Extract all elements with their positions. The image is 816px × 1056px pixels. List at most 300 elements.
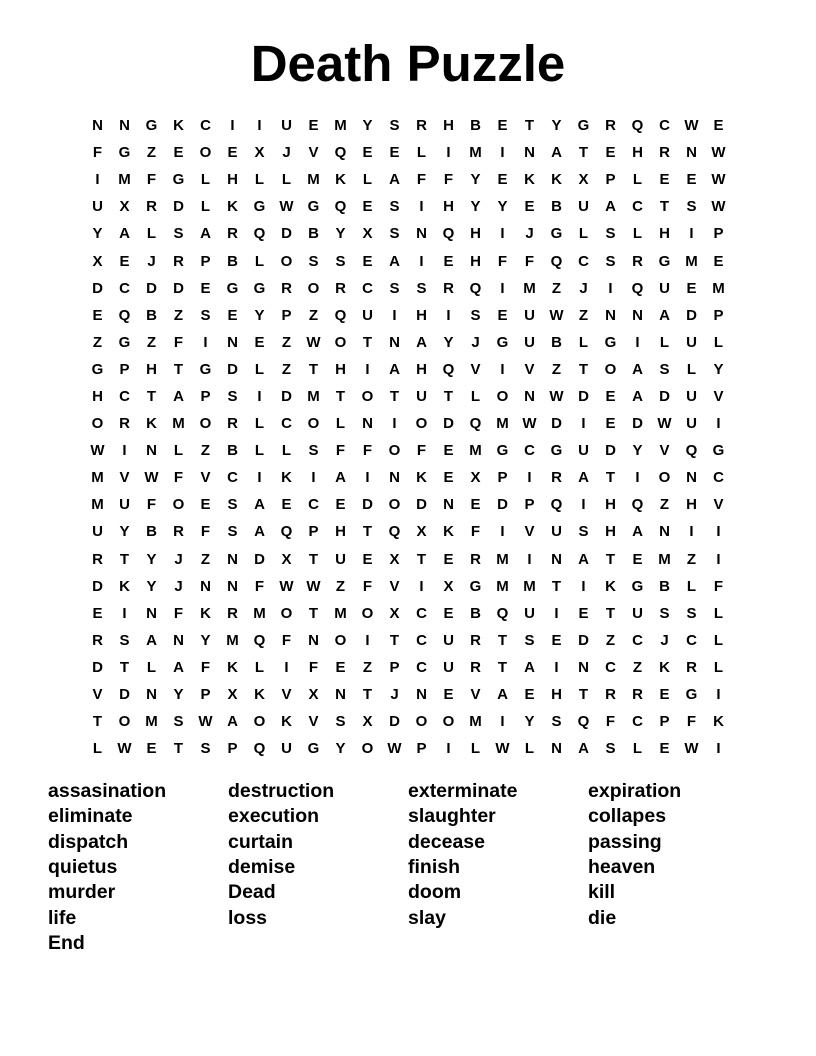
- grid-letter: O: [361, 604, 374, 622]
- grid-letter: Q: [253, 631, 266, 649]
- grid-letter: S: [389, 117, 400, 135]
- grid-letter: E: [605, 144, 616, 162]
- grid-letter: A: [497, 686, 508, 704]
- grid-letter: H: [416, 306, 427, 324]
- grid-letter: D: [578, 387, 589, 405]
- grid-letter: G: [253, 279, 266, 297]
- grid-letter: N: [578, 658, 589, 676]
- grid-letter: L: [416, 144, 427, 162]
- word-list-item: curtain: [228, 830, 294, 853]
- grid-letter: O: [118, 713, 131, 731]
- grid-letter: T: [605, 469, 616, 487]
- grid-letter: A: [632, 387, 643, 405]
- grid-letter: C: [281, 415, 292, 433]
- grid-letter: I: [122, 604, 127, 622]
- grid-letter: U: [686, 387, 697, 405]
- word-list-item: doom: [408, 881, 462, 904]
- grid-letter: U: [632, 604, 643, 622]
- grid-letter: Z: [281, 333, 292, 351]
- grid-row: [84, 112, 732, 139]
- grid-letter: H: [632, 144, 643, 162]
- grid-letter: K: [146, 415, 157, 433]
- grid-letter: L: [200, 198, 211, 216]
- grid-letter: Q: [388, 523, 401, 541]
- grid-letter: M: [712, 279, 725, 297]
- word-list-item: dispatch: [48, 830, 129, 853]
- grid-letter: X: [254, 144, 265, 162]
- grid-letter: X: [362, 225, 373, 243]
- grid-letter: Q: [631, 279, 644, 297]
- grid-letter: S: [227, 387, 238, 405]
- grid-letter: R: [281, 279, 292, 297]
- grid-letter: Y: [92, 225, 103, 243]
- grid-letter: G: [577, 117, 590, 135]
- grid-letter: G: [226, 279, 239, 297]
- grid-letter: D: [92, 577, 103, 595]
- grid-letter: U: [119, 496, 130, 514]
- grid-letter: I: [257, 469, 262, 487]
- grid-letter: S: [605, 225, 616, 243]
- grid-letter: E: [686, 171, 697, 189]
- grid-letter: S: [308, 252, 319, 270]
- grid-letter: F: [335, 442, 346, 460]
- grid-letter: W: [657, 415, 672, 433]
- grid-letter: P: [389, 658, 400, 676]
- grid-letter: K: [200, 604, 211, 622]
- grid-letter: S: [659, 360, 670, 378]
- grid-letter: K: [281, 713, 292, 731]
- grid-letter: E: [443, 604, 454, 622]
- grid-letter: I: [284, 658, 289, 676]
- grid-letter: N: [335, 686, 346, 704]
- grid-letter: O: [361, 740, 374, 758]
- grid-letter: J: [525, 225, 534, 243]
- grid-letter: N: [173, 631, 184, 649]
- grid-letter: W: [117, 740, 132, 758]
- grid-letter: I: [500, 713, 505, 731]
- grid-letter: E: [227, 144, 238, 162]
- word-list-item: exterminate: [408, 780, 518, 803]
- grid-letter: I: [716, 415, 721, 433]
- grid-letter: Q: [280, 523, 293, 541]
- grid-letter: D: [686, 306, 697, 324]
- grid-letter: Z: [659, 496, 670, 514]
- grid-letter: H: [227, 171, 238, 189]
- grid-letter: N: [605, 306, 616, 324]
- grid-letter: F: [362, 442, 373, 460]
- grid-letter: A: [389, 171, 400, 189]
- word-list-item: loss: [228, 906, 268, 929]
- word-list-item: quietus: [48, 856, 118, 879]
- grid-letter: U: [92, 523, 103, 541]
- grid-letter: O: [334, 333, 347, 351]
- grid-letter: R: [605, 686, 616, 704]
- grid-letter: H: [605, 523, 616, 541]
- grid-letter: A: [632, 523, 643, 541]
- grid-letter: N: [416, 225, 427, 243]
- grid-letter: T: [578, 360, 589, 378]
- grid-letter: X: [578, 171, 589, 189]
- grid-letter: Q: [550, 252, 563, 270]
- grid-letter: E: [497, 117, 508, 135]
- grid-letter: W: [144, 469, 159, 487]
- grid-letter: C: [632, 713, 643, 731]
- grid-letter: S: [173, 713, 184, 731]
- grid-letter: N: [227, 333, 238, 351]
- grid-letter: W: [549, 387, 564, 405]
- grid-letter: L: [254, 415, 265, 433]
- grid-letter: L: [254, 658, 265, 676]
- grid-letter: C: [713, 469, 724, 487]
- grid-letter: O: [442, 713, 455, 731]
- grid-letter: Z: [551, 279, 562, 297]
- grid-letter: G: [307, 198, 320, 216]
- grid-letter: R: [416, 117, 427, 135]
- grid-letter: H: [443, 198, 454, 216]
- grid-letter: A: [578, 550, 589, 568]
- grid-letter: Y: [362, 117, 373, 135]
- grid-letter: L: [200, 171, 211, 189]
- grid-letter: N: [92, 117, 103, 135]
- grid-letter: G: [604, 333, 617, 351]
- grid-row: [84, 247, 732, 274]
- grid-letter: E: [686, 279, 697, 297]
- grid-letter: U: [443, 631, 454, 649]
- grid-letter: C: [200, 117, 211, 135]
- grid-letter: A: [173, 658, 184, 676]
- grid-letter: T: [578, 144, 589, 162]
- grid-letter: H: [659, 225, 670, 243]
- grid-letter: G: [712, 442, 725, 460]
- grid-letter: S: [200, 306, 211, 324]
- grid-letter: Z: [200, 550, 211, 568]
- grid-letter: T: [551, 577, 562, 595]
- grid-letter: E: [92, 306, 103, 324]
- grid-letter: U: [551, 523, 562, 541]
- grid-letter: N: [551, 740, 562, 758]
- grid-letter: W: [306, 577, 321, 595]
- grid-letter: I: [581, 496, 586, 514]
- grid-letter: G: [118, 333, 131, 351]
- grid-letter: C: [416, 631, 427, 649]
- grid-letter: L: [254, 360, 265, 378]
- grid-letter: Y: [173, 686, 184, 704]
- grid-letter: G: [658, 252, 671, 270]
- grid-row: [84, 329, 732, 356]
- grid-letter: M: [226, 631, 239, 649]
- grid-letter: P: [200, 686, 211, 704]
- grid-letter: I: [257, 117, 262, 135]
- grid-letter: W: [495, 740, 510, 758]
- grid-letter: L: [254, 442, 265, 460]
- grid-letter: Z: [551, 360, 562, 378]
- grid-letter: I: [716, 523, 721, 541]
- grid-letter: K: [254, 686, 265, 704]
- grid-letter: H: [470, 225, 481, 243]
- grid-letter: U: [578, 442, 589, 460]
- grid-letter: I: [311, 469, 316, 487]
- grid-letter: R: [551, 469, 562, 487]
- grid-letter: W: [198, 713, 213, 731]
- grid-letter: I: [581, 415, 586, 433]
- grid-letter: Q: [469, 279, 482, 297]
- grid-letter: I: [500, 225, 505, 243]
- grid-letter: H: [551, 686, 562, 704]
- grid-letter: G: [496, 333, 509, 351]
- grid-letter: T: [524, 117, 535, 135]
- grid-row: [84, 437, 732, 464]
- grid-letter: N: [686, 144, 697, 162]
- grid-letter: N: [632, 306, 643, 324]
- grid-letter: B: [659, 577, 670, 595]
- grid-row: [84, 708, 732, 735]
- grid-letter: O: [604, 360, 617, 378]
- grid-letter: P: [416, 740, 427, 758]
- word-list-item: execution: [228, 805, 320, 828]
- grid-letter: A: [551, 144, 562, 162]
- page-title: Death Puzzle: [250, 35, 566, 92]
- grid-letter: X: [389, 604, 400, 622]
- grid-letter: Q: [334, 144, 347, 162]
- grid-letter: E: [173, 144, 184, 162]
- grid-letter: G: [685, 686, 698, 704]
- grid-letter: B: [308, 225, 319, 243]
- grid-letter: V: [524, 523, 535, 541]
- grid-letter: E: [605, 387, 616, 405]
- grid-letter: I: [500, 144, 505, 162]
- grid-letter: F: [200, 523, 211, 541]
- grid-row: [84, 302, 732, 329]
- grid-letter: K: [416, 469, 427, 487]
- grid-letter: F: [470, 523, 481, 541]
- grid-letter: P: [524, 496, 535, 514]
- grid-letter: L: [92, 740, 103, 758]
- grid-letter: V: [470, 686, 481, 704]
- grid-letter: E: [497, 171, 508, 189]
- grid-letter: O: [496, 387, 509, 405]
- grid-letter: C: [605, 658, 616, 676]
- word-list-item: decease: [408, 830, 485, 853]
- grid-letter: B: [551, 198, 562, 216]
- grid-letter: A: [119, 225, 130, 243]
- grid-row: [84, 166, 732, 193]
- grid-letter: R: [92, 550, 103, 568]
- grid-letter: A: [227, 713, 238, 731]
- grid-letter: E: [524, 198, 535, 216]
- grid-letter: E: [362, 198, 373, 216]
- grid-letter: M: [118, 171, 131, 189]
- grid-letter: H: [605, 496, 616, 514]
- grid-letter: F: [173, 604, 184, 622]
- grid-letter: M: [145, 713, 158, 731]
- grid-letter: N: [551, 550, 562, 568]
- grid-letter: T: [416, 550, 427, 568]
- grid-letter: N: [416, 686, 427, 704]
- grid-row: [84, 681, 732, 708]
- grid-letter: I: [716, 686, 721, 704]
- grid-letter: T: [389, 387, 400, 405]
- grid-letter: C: [416, 604, 427, 622]
- grid-letter: N: [686, 469, 697, 487]
- grid-letter: V: [713, 496, 724, 514]
- grid-letter: N: [146, 686, 157, 704]
- grid-letter: A: [254, 523, 265, 541]
- grid-letter: O: [388, 442, 401, 460]
- grid-letter: Z: [146, 333, 157, 351]
- grid-letter: V: [308, 144, 319, 162]
- grid-letter: P: [713, 225, 724, 243]
- grid-letter: D: [605, 442, 616, 460]
- grid-letter: B: [551, 333, 562, 351]
- grid-letter: V: [308, 713, 319, 731]
- grid-letter: I: [554, 658, 559, 676]
- grid-letter: C: [659, 117, 670, 135]
- grid-letter: J: [579, 279, 588, 297]
- grid-letter: D: [146, 279, 157, 297]
- grid-letter: P: [308, 523, 319, 541]
- grid-letter: E: [362, 252, 373, 270]
- grid-letter: I: [716, 550, 721, 568]
- grid-letter: E: [254, 333, 265, 351]
- grid-letter: N: [659, 523, 670, 541]
- word-list-item: assasination: [48, 780, 167, 803]
- grid-letter: E: [335, 658, 346, 676]
- grid-letter: M: [334, 117, 347, 135]
- grid-letter: J: [282, 144, 291, 162]
- grid-letter: A: [659, 306, 670, 324]
- grid-letter: U: [281, 117, 292, 135]
- grid-letter: N: [119, 117, 130, 135]
- word-list-item: destruction: [228, 780, 335, 803]
- grid-letter: R: [227, 415, 238, 433]
- grid-letter: D: [227, 360, 238, 378]
- grid-letter: N: [308, 631, 319, 649]
- grid-letter: E: [524, 686, 535, 704]
- grid-letter: N: [227, 550, 238, 568]
- grid-letter: K: [551, 171, 562, 189]
- grid-letter: Q: [442, 225, 455, 243]
- grid-letter: Q: [577, 713, 590, 731]
- grid-letter: Z: [686, 550, 697, 568]
- grid-letter: I: [257, 387, 262, 405]
- grid-letter: E: [389, 144, 400, 162]
- grid-letter: E: [659, 740, 670, 758]
- grid-letter: N: [389, 333, 400, 351]
- grid-letter: N: [146, 604, 157, 622]
- grid-letter: Y: [470, 171, 481, 189]
- grid-letter: R: [443, 279, 454, 297]
- grid-letter: R: [632, 252, 643, 270]
- grid-letter: D: [632, 415, 643, 433]
- grid-letter: K: [281, 469, 292, 487]
- grid-letter: O: [415, 713, 428, 731]
- grid-letter: Y: [335, 740, 346, 758]
- grid-letter: V: [524, 360, 535, 378]
- grid-letter: U: [686, 415, 697, 433]
- grid-letter: S: [524, 631, 535, 649]
- grid-letter: E: [632, 550, 643, 568]
- grid-letter: W: [306, 333, 321, 351]
- word-list: [48, 779, 768, 956]
- grid-letter: Q: [469, 415, 482, 433]
- grid-letter: C: [578, 252, 589, 270]
- word-row: [48, 804, 768, 829]
- grid-letter: M: [307, 387, 320, 405]
- grid-letter: S: [335, 713, 346, 731]
- grid-letter: D: [92, 658, 103, 676]
- grid-letter: R: [173, 252, 184, 270]
- grid-letter: B: [470, 117, 481, 135]
- grid-letter: L: [524, 740, 535, 758]
- grid-letter: L: [362, 171, 373, 189]
- word-list-item: Dead: [228, 881, 276, 904]
- grid-letter: E: [443, 550, 454, 568]
- grid-letter: D: [362, 496, 373, 514]
- grid-letter: L: [578, 333, 589, 351]
- grid-letter: E: [605, 415, 616, 433]
- grid-letter: Z: [308, 306, 319, 324]
- grid-letter: E: [713, 252, 724, 270]
- grid-letter: O: [334, 631, 347, 649]
- grid-letter: G: [253, 198, 266, 216]
- grid-letter: F: [416, 442, 427, 460]
- grid-letter: O: [253, 713, 266, 731]
- grid-letter: U: [362, 306, 373, 324]
- grid-letter: W: [387, 740, 402, 758]
- grid-letter: Y: [497, 198, 508, 216]
- grid-letter: W: [549, 306, 564, 324]
- grid-letter: D: [281, 387, 292, 405]
- grid-letter: E: [281, 496, 292, 514]
- grid-letter: U: [281, 740, 292, 758]
- grid-letter: O: [280, 252, 293, 270]
- grid-letter: C: [416, 658, 427, 676]
- grid-letter: P: [281, 306, 292, 324]
- grid-letter: K: [659, 658, 670, 676]
- grid-letter: I: [635, 333, 640, 351]
- grid-letter: M: [469, 144, 482, 162]
- grid-letter: H: [416, 360, 427, 378]
- grid-letter: L: [713, 631, 724, 649]
- grid-letter: P: [713, 306, 724, 324]
- grid-letter: Y: [254, 306, 265, 324]
- grid-letter: E: [470, 496, 481, 514]
- grid-letter: M: [253, 604, 266, 622]
- grid-letter: T: [389, 631, 400, 649]
- grid-letter: X: [389, 550, 400, 568]
- grid-letter: I: [419, 577, 424, 595]
- word-row: [48, 779, 768, 804]
- grid-letter: P: [227, 740, 238, 758]
- grid-letter: E: [497, 306, 508, 324]
- grid-letter: E: [119, 252, 130, 270]
- grid-letter: E: [443, 442, 454, 460]
- grid-letter: V: [92, 686, 103, 704]
- grid-letter: Z: [335, 577, 346, 595]
- grid-letter: O: [307, 415, 320, 433]
- grid-letter: I: [446, 144, 451, 162]
- grid-letter: U: [524, 333, 535, 351]
- word-list-item: eliminate: [48, 805, 133, 828]
- grid-letter: M: [469, 713, 482, 731]
- grid-letter: L: [470, 387, 481, 405]
- grid-letter: W: [279, 577, 294, 595]
- grid-letter: B: [146, 306, 157, 324]
- grid-letter: S: [605, 252, 616, 270]
- grid-letter: T: [497, 631, 508, 649]
- grid-letter: Y: [470, 198, 481, 216]
- word-list-item: slay: [408, 906, 446, 929]
